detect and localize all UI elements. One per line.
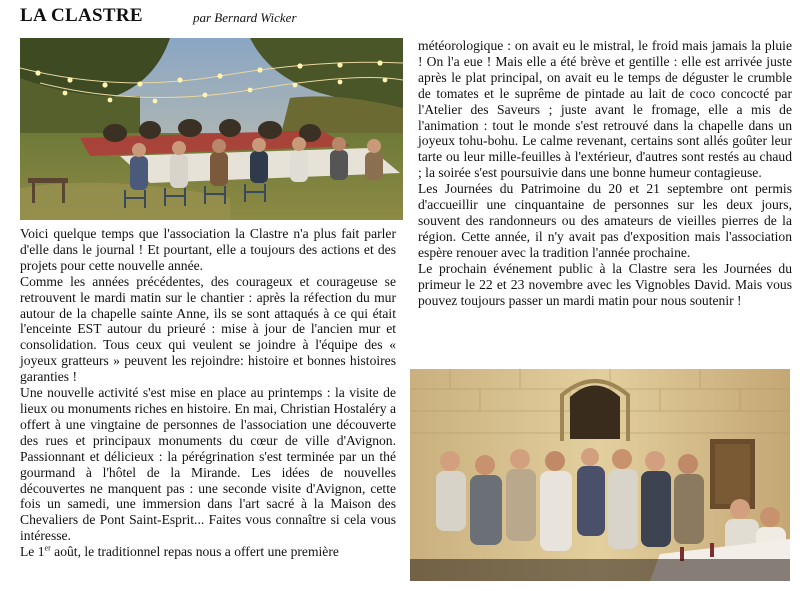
right-column	[418, 38, 792, 308]
article-author: par Bernard Wicker	[193, 10, 297, 25]
chapel-gathering-photo	[410, 369, 790, 581]
paragraph: Les Journées du Patrimoine du 20 et 21 septembre ont permis d'accueillir une cinquantaine de personnes sur les deux jours, souvent des randonneurs ou des amateurs de vieilles pierres de la région. Cette année, il n'y avait pas d'exposition mais l'association espère renouer avec la tradition l'année prochaine.	[418, 181, 792, 260]
paragraph: Une nouvelle activité s'est mise en place au printemps : la visite de lieux ou monuments riches en histoire. En mai, Christian Hostaléry a offert à une vingtaine de personnes de l'association une découverte des rues et principaux monuments du cœur de ville d'Avignon. Passionnant et délicieux : la pérégrination s'est terminée par un thé gourmand à l'hôtel de la Mirande. Les idées de nouvelles découvertes ne manquent pas : une seconde visite d'Avignon, cette fois un samedi, une immersion dans l'art sacré à la Maison des Chevaliers de Pont Saint-Esprit... Faites vous connaître si cela vous intéresse.	[20, 385, 396, 544]
outdoor-dinner-photo	[20, 38, 403, 220]
text-run: août, le traditionnel repas nous a offert une première	[50, 544, 339, 560]
superscript: er	[44, 543, 51, 553]
paragraph: Le prochain événement public à la Clastre sera les Journées du primeur le 22 et 23 novembre avec les Vignobles David. Mais vous pouvez toujours passer un mardi matin pour nous soutenir !	[418, 260, 792, 308]
paragraph	[20, 544, 396, 560]
paragraph: Voici quelque temps que l'association la Clastre n'a plus fait parler d'elle dans le journal ! Et pourtant, elle a toujours des actions et des projets pour cette nouvelle année.	[20, 226, 396, 273]
article-title: LA CLASTRE	[20, 5, 143, 26]
paragraph: Comme les années précédentes, des courageux et courageuse se retrouvent le mardi matin sur le chantier : après la réfection du mur autour de la chapelle sainte Anne, ils se sont attaqués à ce qui était l'enceinte EST autour du prieuré : mise à jour de l'ancien mur et consolidation. Tous ceux qui veulent se joindre à l'équipe des « joyeux gratteurs » peuvent les rejoindre: histoire et bonnes histoires garanties !	[20, 273, 396, 385]
text-run: Le 1	[20, 544, 45, 560]
paragraph: météorologique : on avait eu le mistral, le froid mais jamais la pluie ! On l'a eue ! Mais elle a été brève et gentille : elle est arrivée juste après le plat principal, on avait eu le temps de déguster le crumble de tomates et le suprême de pintade au lait de coco concocté par l'Atelier des Saveurs ; juste avant le fromage, elle a mis de l'animation : tout le monde s'est retrouvé dans la chapelle dans un joyeux tohu-bohu. Le calme revenant, certains sont allés goûter leur tarte ou leur mille-feuilles à l'extérieur, d'autres sont restés au chaud ; la soirée s'est poursuivie dans une bonne humeur contagieuse.	[418, 38, 792, 181]
left-column	[20, 226, 396, 560]
